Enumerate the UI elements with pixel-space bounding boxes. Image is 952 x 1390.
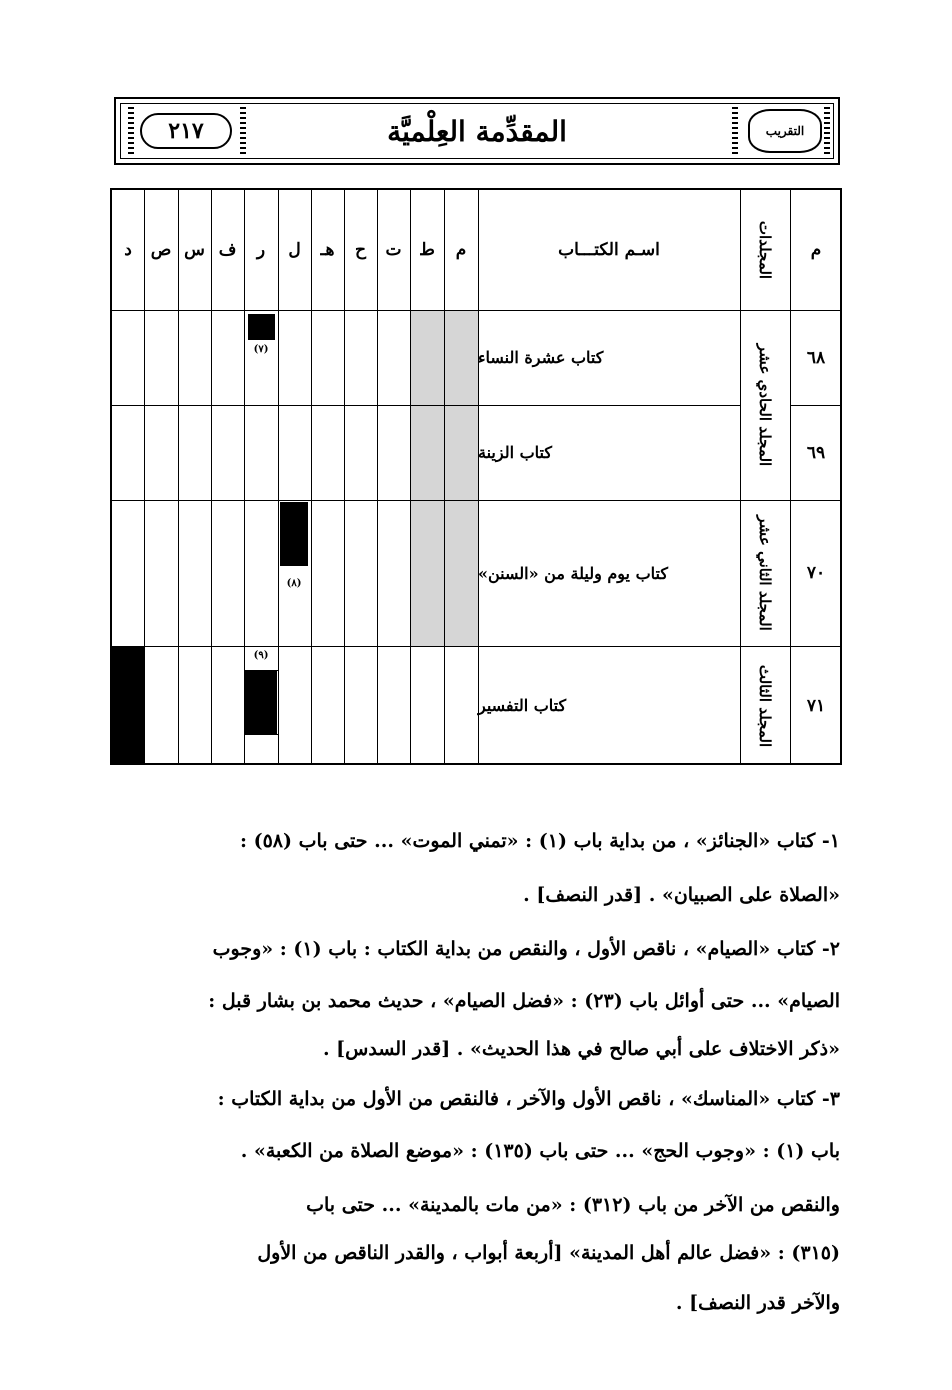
note-1-line-1: ١- كتاب «الجنائز» ، من بداية باب (١) : «تمني الموت» ... حتى باب (٥٨) : xyxy=(239,830,840,852)
note-3-line-5: والآخر قدر النصف] . xyxy=(675,1292,840,1314)
book-title: كتاب الزينة xyxy=(478,443,552,462)
col-header-sin: س xyxy=(184,240,205,260)
col-header-ha: هـ xyxy=(320,240,335,260)
row-number: ٦٨ xyxy=(806,347,826,368)
page-header xyxy=(114,97,840,165)
col-header-tta: ط xyxy=(419,240,435,260)
col-header-num: م xyxy=(810,240,822,260)
volume-label: المجلد الحادي عشر xyxy=(756,343,774,467)
row-number: ٦٩ xyxy=(806,442,826,463)
book-title: كتاب يوم وليلة من «السنن» xyxy=(478,563,668,583)
col-header-fa: ف xyxy=(218,240,237,260)
row-number: ٧٠ xyxy=(806,563,826,583)
book-title: كتاب التفسير xyxy=(478,696,567,715)
note-3-line-1: ٣- كتاب «المناسك» ، ناقص الأول والآخر ، فالنقص من الأول من بداية الكتاب : xyxy=(217,1088,840,1110)
col-header-volumes: المجلدات xyxy=(756,220,775,280)
page-number: ٢١٧ xyxy=(140,113,232,149)
book-title: كتاب عشرة النساء xyxy=(478,348,604,367)
col-header-ta: ت xyxy=(385,240,402,260)
col-header-lam: ل xyxy=(288,240,301,260)
footnote-mark: (٨) xyxy=(286,578,302,589)
note-3-line-3: والنقص من الآخر من باب (٣١٢) : «من مات بالمدينة» ... حتى باب xyxy=(306,1194,840,1216)
note-1-line-2: «الصلاة على الصبيان» . [قدر النصف] . xyxy=(523,884,840,906)
filled-cell xyxy=(248,314,275,340)
filled-cell xyxy=(280,502,308,566)
row-line xyxy=(244,734,278,735)
volume-label: المجلد الثاني عشر xyxy=(756,515,774,631)
ornament-right xyxy=(824,107,830,155)
note-3-line-2: باب (١) : «وجوب الحج» ... حتى باب (١٣٥) : «موضع الصلاة من الكعبة» . xyxy=(240,1140,840,1162)
note-2-line-2: الصيام» ... حتى أوائل باب (٢٣) : «فضل الصيام» ، حديث محمد بن بشار قبل : xyxy=(208,990,840,1012)
page-title: المقدِّمة العِلْميَّة xyxy=(387,114,567,148)
col-header-dal: د xyxy=(124,240,132,260)
col-header-sad: ص xyxy=(150,240,172,260)
filled-cell xyxy=(112,646,144,765)
manuscript-table xyxy=(110,188,842,765)
col-header-book-name: اسـم الكتـــاب xyxy=(558,240,660,260)
col-header-ra: ر xyxy=(256,240,266,260)
book-logo: التقريب xyxy=(748,109,822,153)
note-3-line-4: (٣١٥) : «فضل عالم أهل المدينة» [أربعة أبواب ، والقدر الناقص من الأول xyxy=(257,1242,840,1264)
note-2-line-1: ٢- كتاب «الصيام» ، ناقص الأول ، والنقص من بداية الكتاب : باب (١) : «وجوب xyxy=(212,938,840,960)
footnote-mark: (٧) xyxy=(253,344,269,355)
filled-cell xyxy=(245,670,277,734)
ornament-right-inner xyxy=(732,107,738,155)
col-header-hha: ح xyxy=(355,240,366,260)
row-number: ٧١ xyxy=(806,695,826,716)
footnote-mark: (٩) xyxy=(253,650,269,661)
row-line xyxy=(244,670,278,671)
note-2-line-3: «ذكر الاختلاف على أبي صالح في هذا الحديث» . [قدر السدس] . xyxy=(322,1038,840,1060)
volume-label: المجلد الثالث xyxy=(756,664,775,747)
col-header-mim: م xyxy=(455,240,467,260)
ornament-left xyxy=(128,107,134,155)
